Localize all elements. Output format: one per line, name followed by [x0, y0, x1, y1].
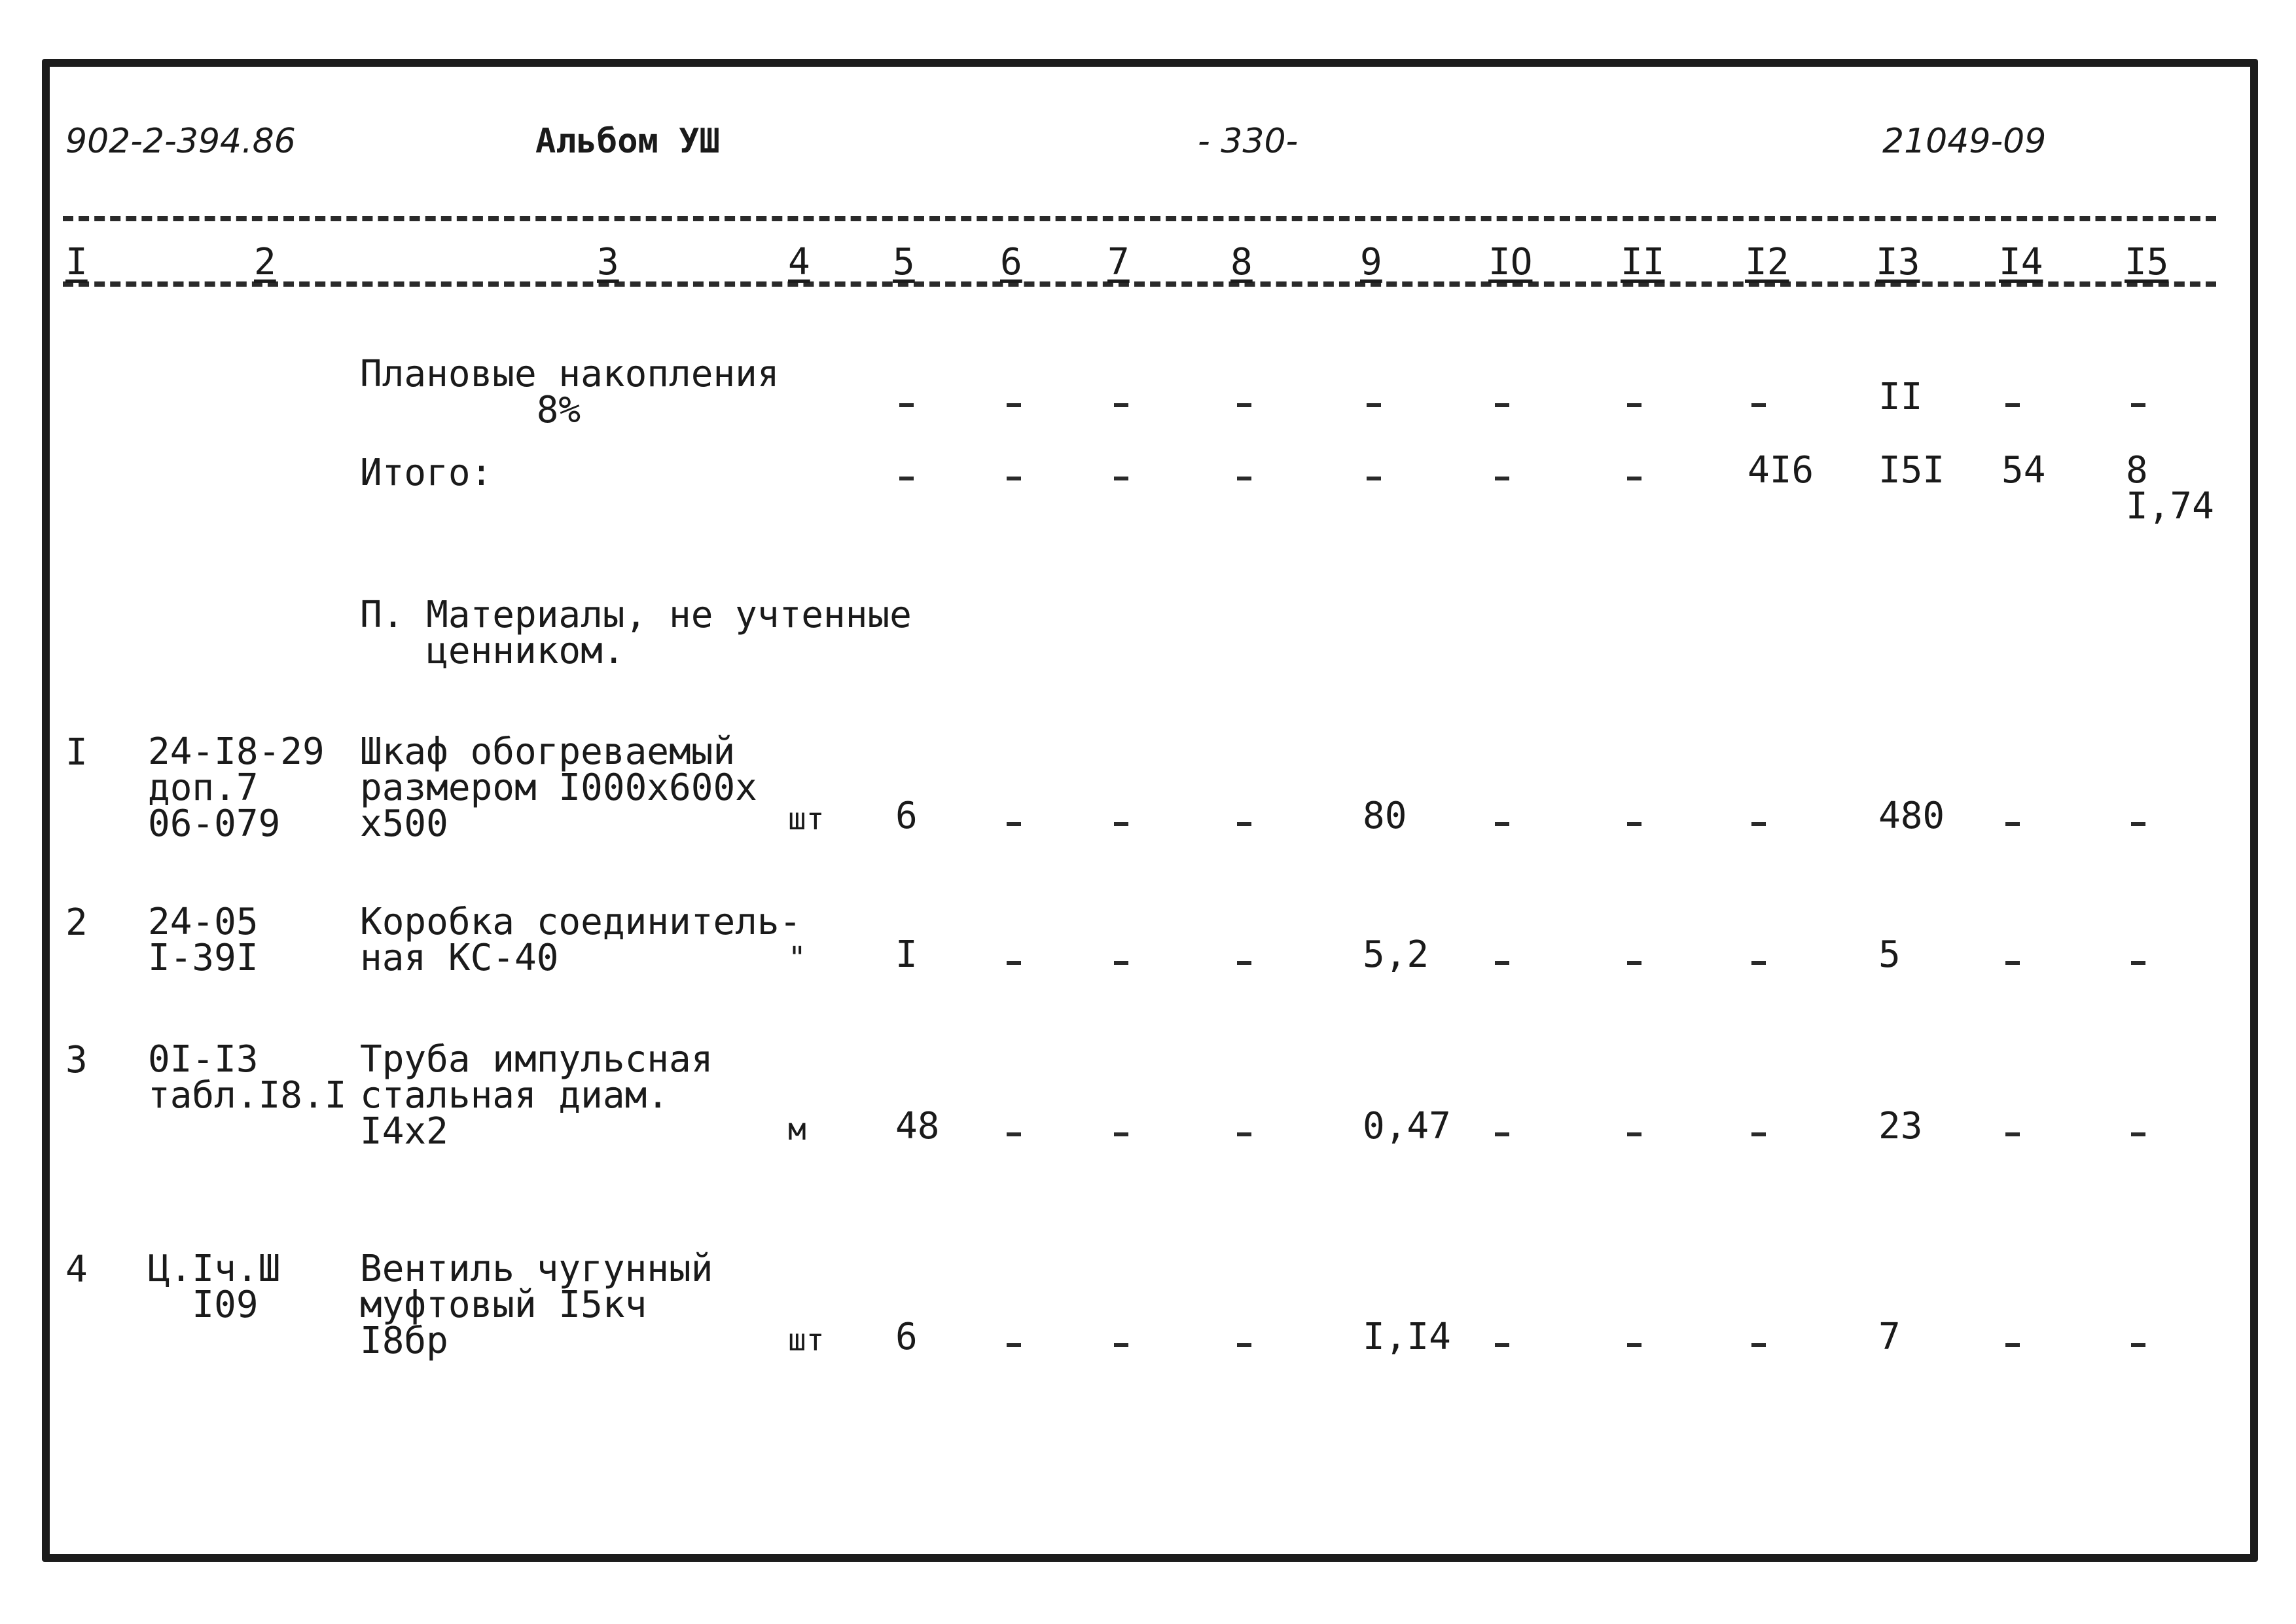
column-number-10: IO	[1488, 241, 1533, 283]
row-1-dash-11	[1627, 822, 1641, 826]
summary-planned-dash-7	[1114, 403, 1128, 407]
summary-label-planned: Плановые накопления 8%	[360, 353, 780, 431]
row-1-value-5: 6	[895, 795, 918, 837]
column-number-14: I4	[1999, 241, 2043, 283]
summary-planned-dash-10	[1495, 403, 1509, 407]
row-4-value-5: 6	[895, 1316, 918, 1358]
row-4-value-13: 7	[1878, 1316, 1901, 1358]
column-number-6: 6	[1000, 241, 1022, 283]
row-material-name: Труба импульсная стальная диам. I4x2	[360, 1038, 713, 1153]
row-1-value-9: 80	[1363, 795, 1407, 837]
summary-planned-dash-12	[1751, 403, 1766, 407]
row-unit: м	[788, 1111, 806, 1147]
row-3-dash-8	[1237, 1132, 1251, 1136]
summary-planned-value-13: II	[1878, 376, 1923, 418]
summary-total-value-12: 4I6	[1748, 449, 1814, 492]
column-number-12: I2	[1745, 241, 1789, 283]
row-2-dash-12	[1751, 961, 1766, 965]
summary-total-value-14: 54	[2001, 449, 2046, 492]
row-3-dash-14	[2005, 1132, 2020, 1136]
row-2-dash-15	[2131, 961, 2145, 965]
row-3-dash-10	[1495, 1132, 1509, 1136]
row-number: 4	[65, 1248, 88, 1291]
section-title: П. Материалы, не учтенные ценником.	[360, 594, 912, 672]
row-4-dash-12	[1751, 1343, 1766, 1347]
row-4-dash-8	[1237, 1343, 1251, 1347]
page-number: - 330-	[1198, 122, 1299, 161]
row-number: 3	[65, 1039, 88, 1081]
summary-label-total: Итого:	[360, 452, 493, 494]
row-1-dash-7	[1114, 822, 1128, 826]
row-material-name: Вентиль чугунный муфтовый I5кч I8бр	[360, 1248, 713, 1362]
sheet-code: 21049-09	[1882, 122, 2047, 161]
summary-total-dash-6	[1007, 477, 1021, 480]
summary-total-value-13: I5I	[1878, 449, 1945, 492]
column-number-1: I	[65, 241, 88, 283]
column-number-5: 5	[893, 241, 915, 283]
column-number-3: 3	[597, 241, 619, 283]
row-unit: шт	[788, 801, 825, 837]
column-number-13: I3	[1876, 241, 1920, 283]
row-price-code: 0I-I3 табл.I8.I	[148, 1038, 347, 1117]
summary-planned-dash-9	[1367, 403, 1381, 407]
summary-planned-dash-14	[2005, 403, 2020, 407]
row-4-dash-15	[2131, 1343, 2145, 1347]
album-title: Альбом УШ	[535, 122, 720, 161]
row-3-dash-7	[1114, 1132, 1128, 1136]
row-1-dash-10	[1495, 822, 1509, 826]
summary-planned-dash-8	[1237, 403, 1251, 407]
summary-total-dash-10	[1495, 477, 1509, 480]
row-number: I	[65, 731, 88, 774]
row-2-dash-8	[1237, 961, 1251, 965]
column-number-15: I5	[2125, 241, 2169, 283]
row-2-dash-6	[1007, 961, 1021, 965]
row-material-name: Коробка соединитель- ная КС-40	[360, 901, 802, 979]
row-1-dash-12	[1751, 822, 1766, 826]
column-number-8: 8	[1230, 241, 1253, 283]
row-1-value-13: 480	[1878, 795, 1945, 837]
header-divider	[63, 216, 2216, 221]
row-4-dash-11	[1627, 1343, 1641, 1347]
row-unit: "	[788, 940, 806, 975]
row-3-dash-15	[2131, 1132, 2145, 1136]
row-3-value-5: 48	[895, 1105, 940, 1147]
row-2-dash-11	[1627, 961, 1641, 965]
row-3-dash-6	[1007, 1132, 1021, 1136]
row-2-dash-14	[2005, 961, 2020, 965]
row-4-dash-7	[1114, 1343, 1128, 1347]
summary-total-dash-11	[1627, 477, 1641, 480]
row-4-dash-10	[1495, 1343, 1509, 1347]
row-4-dash-14	[2005, 1343, 2020, 1347]
column-number-11: II	[1621, 241, 1665, 283]
row-2-dash-7	[1114, 961, 1128, 965]
column-number-4: 4	[788, 241, 810, 283]
row-1-dash-8	[1237, 822, 1251, 826]
row-unit: шт	[788, 1322, 825, 1358]
row-3-dash-12	[1751, 1132, 1766, 1136]
row-1-dash-6	[1007, 822, 1021, 826]
summary-total-value-15: 8 I,74	[2126, 449, 2214, 528]
summary-planned-dash-11	[1627, 403, 1641, 407]
column-number-7: 7	[1107, 241, 1130, 283]
row-1-dash-14	[2005, 822, 2020, 826]
row-4-value-9: I,I4	[1363, 1316, 1451, 1358]
row-price-code: Ц.Iч.Ш I09	[148, 1248, 281, 1326]
row-2-dash-10	[1495, 961, 1509, 965]
row-price-code: 24-05 I-39I	[148, 901, 259, 979]
summary-total-dash-5	[899, 477, 914, 480]
document-code: 902-2-394.86	[65, 122, 296, 161]
row-1-dash-15	[2131, 822, 2145, 826]
column-number-2: 2	[254, 241, 276, 283]
summary-planned-dash-6	[1007, 403, 1021, 407]
row-3-dash-11	[1627, 1132, 1641, 1136]
row-number: 2	[65, 901, 88, 944]
row-2-value-5: I	[895, 933, 918, 976]
summary-planned-dash-5	[899, 403, 914, 407]
summary-total-dash-8	[1237, 477, 1251, 480]
summary-total-dash-7	[1114, 477, 1128, 480]
row-price-code: 24-I8-29 доп.7 06-079	[148, 731, 325, 845]
row-2-value-9: 5,2	[1363, 933, 1429, 976]
row-3-value-13: 23	[1878, 1105, 1923, 1147]
summary-planned-dash-15	[2131, 403, 2145, 407]
column-number-9: 9	[1360, 241, 1382, 283]
row-4-dash-6	[1007, 1343, 1021, 1347]
row-3-value-9: 0,47	[1363, 1105, 1451, 1147]
row-material-name: Шкаф обогреваемый размером I000x600x x500	[360, 731, 757, 845]
summary-total-dash-9	[1367, 477, 1381, 480]
row-2-value-13: 5	[1878, 933, 1901, 976]
